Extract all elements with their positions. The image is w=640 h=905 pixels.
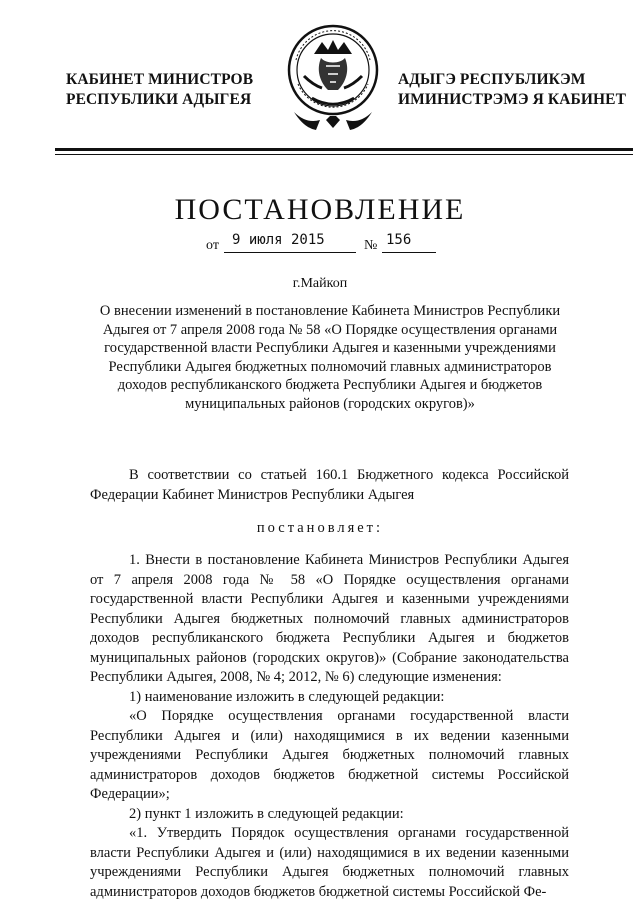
header-rule-thin xyxy=(55,154,633,155)
header-left xyxy=(66,70,253,110)
header-left-line2: РЕСПУБЛИКИ АДЫГЕЯ xyxy=(66,91,252,108)
header-right-line2: ИМИНИСТРЭМЭ Я КАБИНЕТ xyxy=(398,91,627,108)
header-rule-thick xyxy=(55,148,633,151)
date-prefix: от xyxy=(206,238,219,253)
number-underline xyxy=(382,252,436,253)
preamble xyxy=(90,466,569,505)
decree-items xyxy=(90,551,569,902)
decree-word: постановляет: xyxy=(256,520,384,536)
preamble-text: В соответствии со статьей 160.1 Бюджетного кодекса Российской Федерации Кабинет Министров Республики Адыгея xyxy=(90,467,569,503)
date-underline xyxy=(224,252,356,253)
item-1-1: 1) наименование изложить в следующей редакции: xyxy=(129,688,445,705)
header-left-line1: КАБИНЕТ МИНИСТРОВ xyxy=(66,71,254,88)
number-prefix: № xyxy=(364,238,378,253)
document-city: г.Майкоп xyxy=(292,276,348,291)
item-1: 1. Внести в постановление Кабинета Министров Республики Адыгея от 7 апреля 2008 года № 58 «О Порядке осуществления органами государственной власти Республики Адыгея и казенными учреждениями Республики Адыгея бюджетных полномочий главных администраторов доходов республиканского бюджета Республики Адыгея и бюджетов муниципальных районов (городских округов)» (Собрание законодательства Республики Адыгея, 2008, № 4; 2012, № 6) следующие изменения: xyxy=(90,552,569,685)
document-subject: О внесении изменений в постановление Кабинета Министров Республики Адыгея от 7 апреля 2008 года № 58 «О Порядке осуществления органами государственной власти Республики Адыгея и казенными учреждениями Республики Адыгея бюджетных полномочий главных администраторов доходов республиканского бюджета Республики Адыгея и бюджетов муниципальных районов (городских округов)» xyxy=(99,303,561,412)
document-date: 9 июля 2015 xyxy=(232,232,325,248)
document-number: 156 xyxy=(386,232,412,248)
coat-of-arms-emblem xyxy=(276,20,390,138)
header-right xyxy=(398,70,626,110)
item-1-2-text: «1. Утвердить Порядок осуществления органами государственной власти Республики Адыгея и (или) находящимися в их ведении казенными учреждениями Республики Адыгея бюджетных полномочий главных администраторов доходов бюджетов бюджетной системы Российской Фе- xyxy=(90,825,569,900)
item-1-2: 2) пункт 1 изложить в следующей редакции: xyxy=(129,805,404,822)
document-title: ПОСТАНОВЛЕНИЕ xyxy=(174,193,466,226)
item-1-1-text: «О Порядке осуществления органами государственной власти Республики Адыгея и (или) находящимися в их ведении казенными учреждениями Республики Адыгея бюджетных полномочий главных администраторов доходов бюджетов бюджетной системы Российской Федерации»; xyxy=(90,708,569,802)
header-right-line1: АДЫГЭ РЕСПУБЛИКЭМ xyxy=(398,71,586,88)
